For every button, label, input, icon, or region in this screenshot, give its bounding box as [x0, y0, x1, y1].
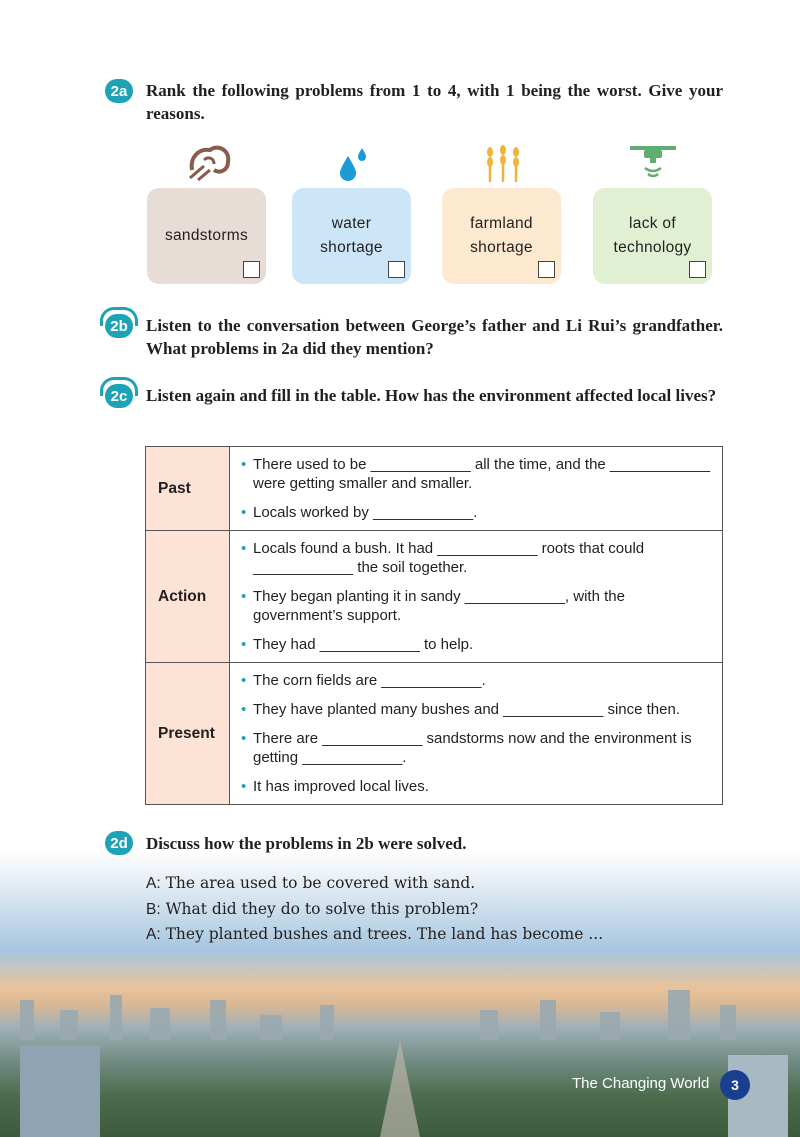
- row-label-action: Action: [146, 531, 230, 663]
- instruction-2c: Listen again and fill in the table. How has the environment affected local lives?: [146, 386, 717, 405]
- row-content-present: [230, 663, 723, 805]
- card-label-line2: technology: [613, 239, 692, 256]
- list-item: • There used to be ____________ all the time, and the ____________ were getting smaller and smaller.: [242, 455, 712, 493]
- footer-unit-title: The Changing World: [572, 1075, 710, 1092]
- card-label-line1: lack of: [629, 215, 676, 232]
- section-badge-2a: 2a: [105, 79, 133, 103]
- speaker-label: B:: [146, 900, 161, 918]
- table-row-action: [146, 531, 723, 663]
- table-row-present: [146, 663, 723, 805]
- rank-checkbox[interactable]: [388, 261, 405, 278]
- section-badge-2d: 2d: [105, 831, 133, 855]
- problem-card-water-shortage: [292, 188, 411, 284]
- speaker-label: A:: [146, 875, 161, 892]
- dialog-line: [146, 897, 603, 923]
- dialog-text: The area used to be covered with sand.: [160, 874, 476, 892]
- dialog-line: [146, 871, 603, 897]
- instruction-2a: Rank the following problems from 1 to 4, with 1 being the worst. Give your reasons.: [146, 81, 723, 123]
- instruction-2b: Listen to the conversation between George’s father and Li Rui’s grandfather. What problems in 2a did they mention?: [146, 316, 723, 358]
- rank-checkbox[interactable]: [689, 261, 706, 278]
- section-badge-2c: 2c: [105, 384, 133, 408]
- row-content-past: [230, 447, 723, 531]
- rank-checkbox[interactable]: [243, 261, 260, 278]
- card-label-line2: shortage: [470, 239, 533, 256]
- list-item: • Locals worked by ____________.: [242, 503, 712, 522]
- sandstorm-icon: [184, 140, 234, 184]
- sample-dialog: [146, 871, 603, 948]
- list-item: • They began planting it in sandy ____________, with the government’s support.: [242, 587, 712, 625]
- row-label-past: Past: [146, 447, 230, 531]
- list-item: • It has improved local lives.: [242, 777, 712, 796]
- dialog-line: [146, 922, 603, 948]
- dialog-text: They planted bushes and trees. The land has become ...: [160, 925, 604, 943]
- drone-icon: [628, 140, 678, 184]
- card-label: sandstorms: [164, 227, 249, 244]
- rank-checkbox[interactable]: [538, 261, 555, 278]
- row-content-action: [230, 531, 723, 663]
- section-badge-2b: 2b: [105, 314, 133, 338]
- card-label-line1: farmland: [470, 215, 533, 232]
- problem-card-lack-of-technology: [593, 188, 712, 284]
- list-item: • The corn fields are ____________.: [242, 671, 712, 690]
- card-label-line2: shortage: [320, 239, 383, 256]
- problem-card-sandstorms: [147, 188, 266, 284]
- wheat-icon: [478, 140, 528, 184]
- card-label-line1: water: [331, 215, 372, 232]
- fill-in-table: [145, 446, 723, 805]
- problem-card-farmland-shortage: [442, 188, 561, 284]
- page-number: 3: [720, 1070, 750, 1100]
- list-item: • Locals found a bush. It had ____________ roots that could ____________ the soil together.: [242, 539, 712, 577]
- dialog-text: What did they do to solve this problem?: [160, 899, 479, 918]
- row-label-present: Present: [146, 663, 230, 805]
- list-item: • They have planted many bushes and ____________ since then.: [242, 700, 712, 719]
- instruction-2d: Discuss how the problems in 2b were solved.: [146, 834, 467, 853]
- table-row-past: [146, 447, 723, 531]
- speaker-label: A:: [146, 926, 161, 943]
- list-item: • They had ____________ to help.: [242, 635, 712, 654]
- list-item: • There are ____________ sandstorms now and the environment is getting ____________.: [242, 729, 712, 767]
- water-drop-icon: [330, 140, 380, 184]
